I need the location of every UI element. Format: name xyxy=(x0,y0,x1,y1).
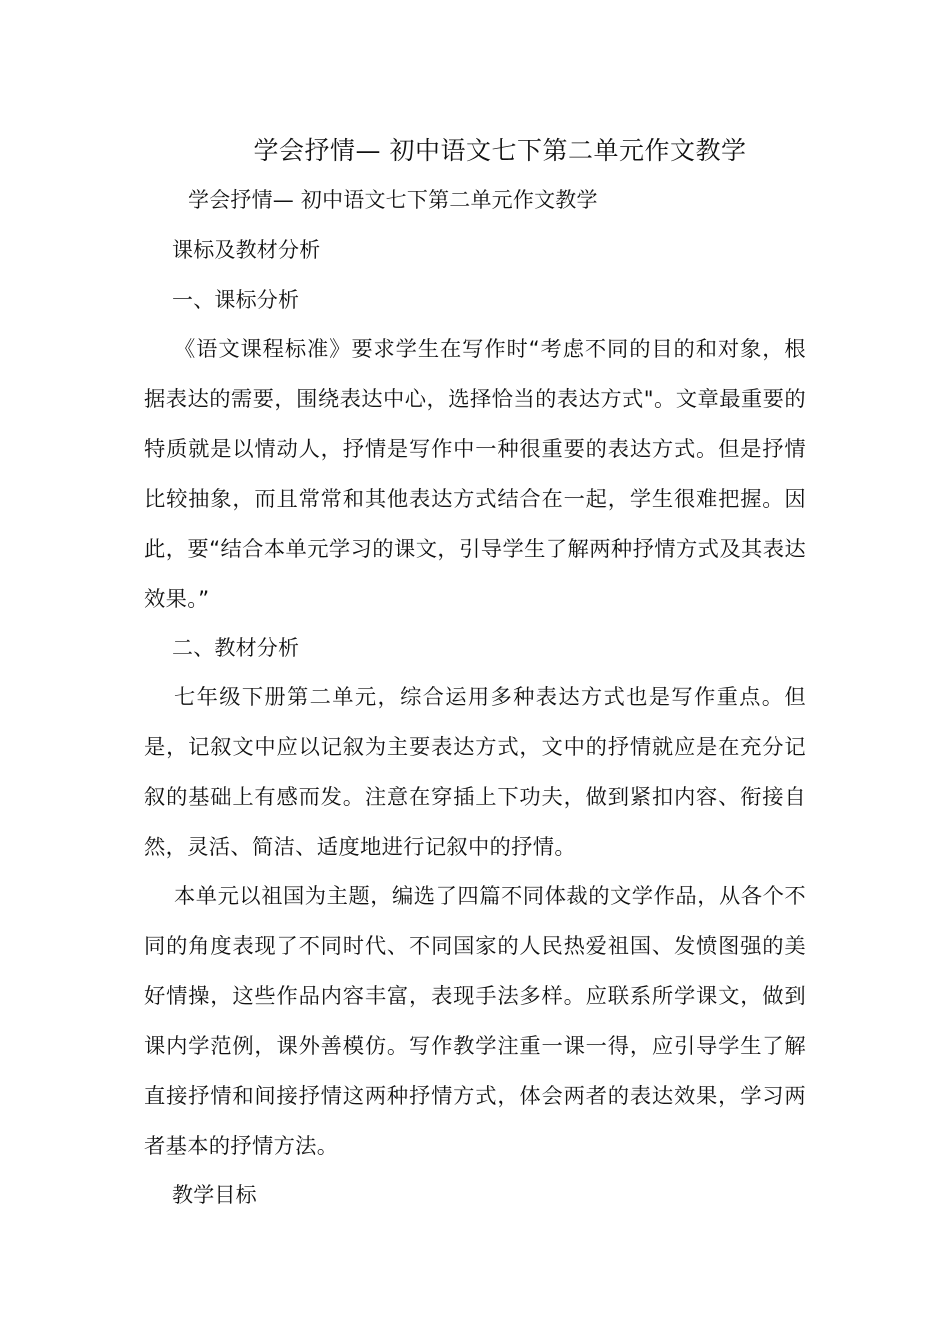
section-heading-analysis: 课标及教材分析 xyxy=(172,238,321,262)
document-subtitle: 学会抒情— 初中语文七下第二单元作文教学 xyxy=(188,188,598,212)
paragraph-textbook-analysis-1: 七年级下册第二单元，综合运用多种表达方式也是写作重点。但是，记叙文中应以记叙为主要表达方式，文中的抒情就应是在充分记叙的基础上有感而发。注意在穿插上下功夫，做到紧扣内容、衔接自然，灵活、简洁、适度地进行记叙中的抒情。 xyxy=(144,685,806,860)
document-title: 学会抒情— 初中语文七下第二单元作文教学 xyxy=(253,136,747,165)
section-heading-goals: 教学目标 xyxy=(172,1183,257,1207)
paragraph-curriculum-analysis: 《语文课程标准》要求学生在写作时“考虑不同的目的和对象，根据表达的需要，围绕表达中心，选择恰当的表达方式"。文章最重要的特质就是以情动人，抒情是写作中一种很重要的表达方式。但是抒情比较抽象，而且常常和其他表达方式结合在一起，学生很难把握。因此，要“结合本单元学习的课文，引导学生了解两种抒情方式及其表达效果。” xyxy=(144,337,806,612)
paragraph-textbook-analysis-2: 本单元以祖国为主题，编选了四篇不同体裁的文学作品，从各个不同的角度表现了不同时代、不同国家的人民热爱祖国、发愤图强的美好情操，这些作品内容丰富，表现手法多样。应联系所学课文，做到课内学范例，课外善模仿。写作教学注重一课一得，应引导学生了解直接抒情和间接抒情这两种抒情方式，体会两者的表达效果，学习两者基本的抒情方法。 xyxy=(144,884,806,1159)
subsection-heading-curriculum: 一、课标分析 xyxy=(172,288,300,312)
subsection-heading-textbook: 二、教材分析 xyxy=(172,636,300,660)
